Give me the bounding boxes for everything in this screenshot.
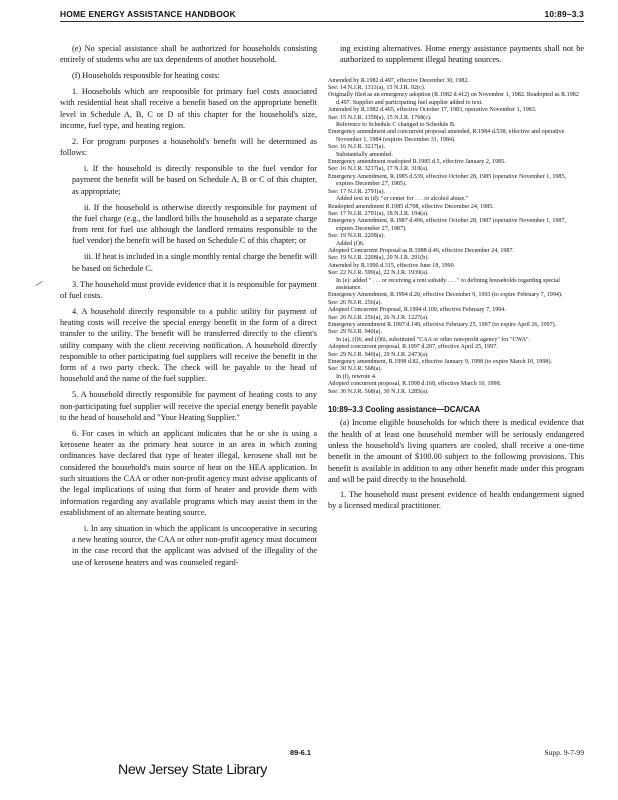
left-column [60,43,317,573]
section-paragraph: (a) Income eligible households for which there is medical evidence that the health of at least one household member will be seriously endangered unless the household's living quarters are cooled, shall receive a one-time benefit in the amount of $100.00 subject to the following provisions. This benefit is available in addition to any other benefit made under this program and will be paid directly to the household. [328,418,584,484]
history-note: See: 14 N.J.R. 1311(a), 15 N.J.R. 92(c). [328,85,426,91]
history-note: In (a), (f)6, and (f)6i, substituted "CAA or other non-profit agency" for "CWA". [336,336,531,343]
paragraph: 6. For cases in which an applicant indicates that he or she is using a kerosene heater as the primary heat source in an area in which zoning ordinances have declared that type of heater illegal, kerosene shall not be considered the household's main source of heat on the HEA application. In such situations the CAA or other non-profit agency must advise applicants of the legal implications of using that form of heater and provide them with information regarding any available programs which may assist them in the establishment of an alternate heating source. [60,428,317,517]
margin-mark [35,281,42,286]
history-note: See: 17 N.J.R. 2791(a). [328,188,386,195]
history-note: Substantially amended. [336,151,393,158]
paragraph: i. In any situation in which the applicant is uncooperative in securing a new heating source, the CAA or other non-profit agency must document in the case record that the applicant was advised of the illegality of the use of kerosene heaters and was counseled regard- [72,523,317,567]
history-note: Originally filed as an emergency adoption (R.1982 d.412) on November 1, 1982. Readopted as R.1982 d.497. Supplier and participating fuel supplier added to text. [328,92,579,106]
paragraph: 4. A household directly responsible to a public utility for payment of heating costs will receive the special energy benefit in the form of a direct transfer to the utility. The benefit will be transferred directly to the client's utility company with the client receiving notification. A household directly responsible to other participating fuel suppliers will receive the benefit in the form of a two party check. The check will be payable to the head of household and the name of the fuel supplier. [60,306,317,384]
history-note: Emergency amendment R.1997 d.149, effective February 25, 1997 (to expire April 26, 1997). [328,322,557,328]
history-note: Adopted Concurrent Proposal, R.1994 d.109, effective February 7, 1994. [328,307,506,314]
history-note: See: 19 N.J.R. 2208(a), 20 N.J.R. 291(b). [328,255,429,262]
library-stamp: New Jersey State Library [118,762,267,778]
history-note: See: 16 N.J.R. 3217(a). [328,144,386,151]
paragraph: 5. A household directly responsible for payment of heating costs to any non-participating fuel supplier will receive the special energy benefit payable to the head of household and "Your Heating Supplier." [60,390,317,422]
history-note: Emergency amendment and concurrent proposal amended, R.1984 d.538, effective and operative November 1, 1984 (expires December 31, 1984). [328,129,565,143]
page-number: 89-6.1 [290,748,311,757]
history-notes [328,78,584,396]
history-note: Readopted amendment R.1985 d.708, effective December 24, 1985. [328,203,494,210]
history-note: See: 19 N.J.R. 2208(a). [328,233,386,240]
handbook-title: HOME ENERGY ASSISTANCE HANDBOOK [60,9,236,19]
section-paragraph: 1. The household must present evidence of health endangerment signed by a licensed medical practitioner. [328,490,584,511]
paragraph: 3. The household must provide evidence that it is responsible for payment of fuel costs. [60,279,317,300]
paragraph: 2. For program purposes a household's benefit will be determined as follows: [60,136,317,158]
header-rule [60,21,584,22]
history-note: Added text in (d): "or center for . . . or alcohol abuse." [336,196,469,203]
history-note: See: 17 N.J.R. 2791(a), 18 N.J.R. 194(a). [328,210,429,217]
history-note: Emergency Amendment, R.1994 d.20, effective December 9, 1993 (to expire February 7, 1994). [328,292,563,299]
paragraph: 1. Households which are responsible for primary fuel costs associated with residential heat shall receive a benefit based on the appropriate benefit level in Schedule A, B, C or D of this chapter for the household's size, income, fuel type, and heating region. [60,87,317,130]
history-note: See: 30 N.J.R. 568(a). [328,366,382,373]
history-note: See: 29 N.J.R. 940(a), 29 N.J.R. 2473(a). [328,351,429,358]
history-note: See: 26 N.J.R. 256(a). [328,299,382,306]
history-note: Adopted concurrent proposal, R.1997 d.207, effective April 25, 1997. [328,344,498,351]
paragraph: ii. If the household is otherwise directly responsible for payment of the fuel charge (e.g., the landlord bills the household as a separate charge from rent for fuel use although the landlord remains responsible to the fuel vendor) the benefit will be based on Schedule C of this chapter; or [72,202,317,246]
history-note: Emergency Amendment, R.1987 d.496, effective October 28, 1987 (operative November 1, 1987, expires December 27, 1987). [328,218,567,232]
section-title: 10:89–3.3 Cooling assistance—DCA/CAA [328,405,481,415]
history-note: See: 30 N.J.R. 568(a), 30 N.J.R. 1285(a). [328,388,429,395]
history-note: See: 29 N.J.R. 940(a). [328,329,382,336]
right-column [328,43,584,516]
history-note: Emergency amendment readopted R.1985 d.5, effective January 2, 1985. [328,159,506,166]
history-note: In (f), rewrote 4. [336,373,377,380]
section-number: 10:89–3.3 [544,9,584,19]
history-note: Reference to Schedule C changed to Schedule B. [336,122,456,129]
history-note: Amended by R.1982 d.465, effective October 17, 1983, operative November 1, 1983. [328,107,537,114]
history-note: See: 16 N.J.R. 3217(a), 17 N.J.R. 310(a). [328,166,429,173]
history-note: See: 15 N.J.R. 1358(a), 15 N.J.R. 1768(c). [328,114,432,121]
supplement-date: Supp. 9-7-99 [544,748,584,757]
history-note: Emergency Amendment, R.1985 d.539, effective October 28, 1985 (operative November 1, 1985, expires December 27, 1985). [328,173,567,188]
history-note: Amended by R.1982 d.497, effective December 30, 1982. [328,77,470,84]
history-note: Adopted Concurrent Proposal as R.1988 d.46, effective December 24, 1987. [328,247,515,254]
history-note: In (e): added " . . . or receiving a rent subsidy . . . " to defining households regarding special assistance. [336,277,560,291]
paragraph: (e) No special assistance shall be authorized for households consisting entirely of students who are tax dependents of another household. [60,44,317,65]
history-note: Added (f)6. [336,240,365,247]
history-note: Emergency amendment, R.1998 d.82, effective January 9, 1998 (to expire March 10, 1998). [328,359,552,366]
paragraph: iii. If heat is included in a single monthly rental charge the benefit will be based on Schedule C. [72,252,317,273]
history-note: See: 26 N.J.R. 256(a), 26 N.J.R. 1227(a). [328,314,429,321]
continued-text: ing existing alternatives. Home energy assistance payments shall not be authorized to supplement illegal heating sources. [340,44,584,65]
paragraph: (f) Households responsible for heating costs: [72,71,220,81]
history-note: Adopted concurrent proposal, R.1998 d.168, effective March 10, 1998. [328,381,502,388]
section-10-89-3-3 [328,404,584,512]
paragraph: i. If the household is directly responsible to the fuel vendor for payment the benefit will be based on Schedule A, B or C of this chapter, as appropriate; [72,164,317,196]
history-note: See: 22 N.J.R. 599(a), 22 N.J.R. 1939(a). [328,270,429,277]
history-note: Amended by R.1990 d.315, effective June 18, 1990. [328,262,456,269]
